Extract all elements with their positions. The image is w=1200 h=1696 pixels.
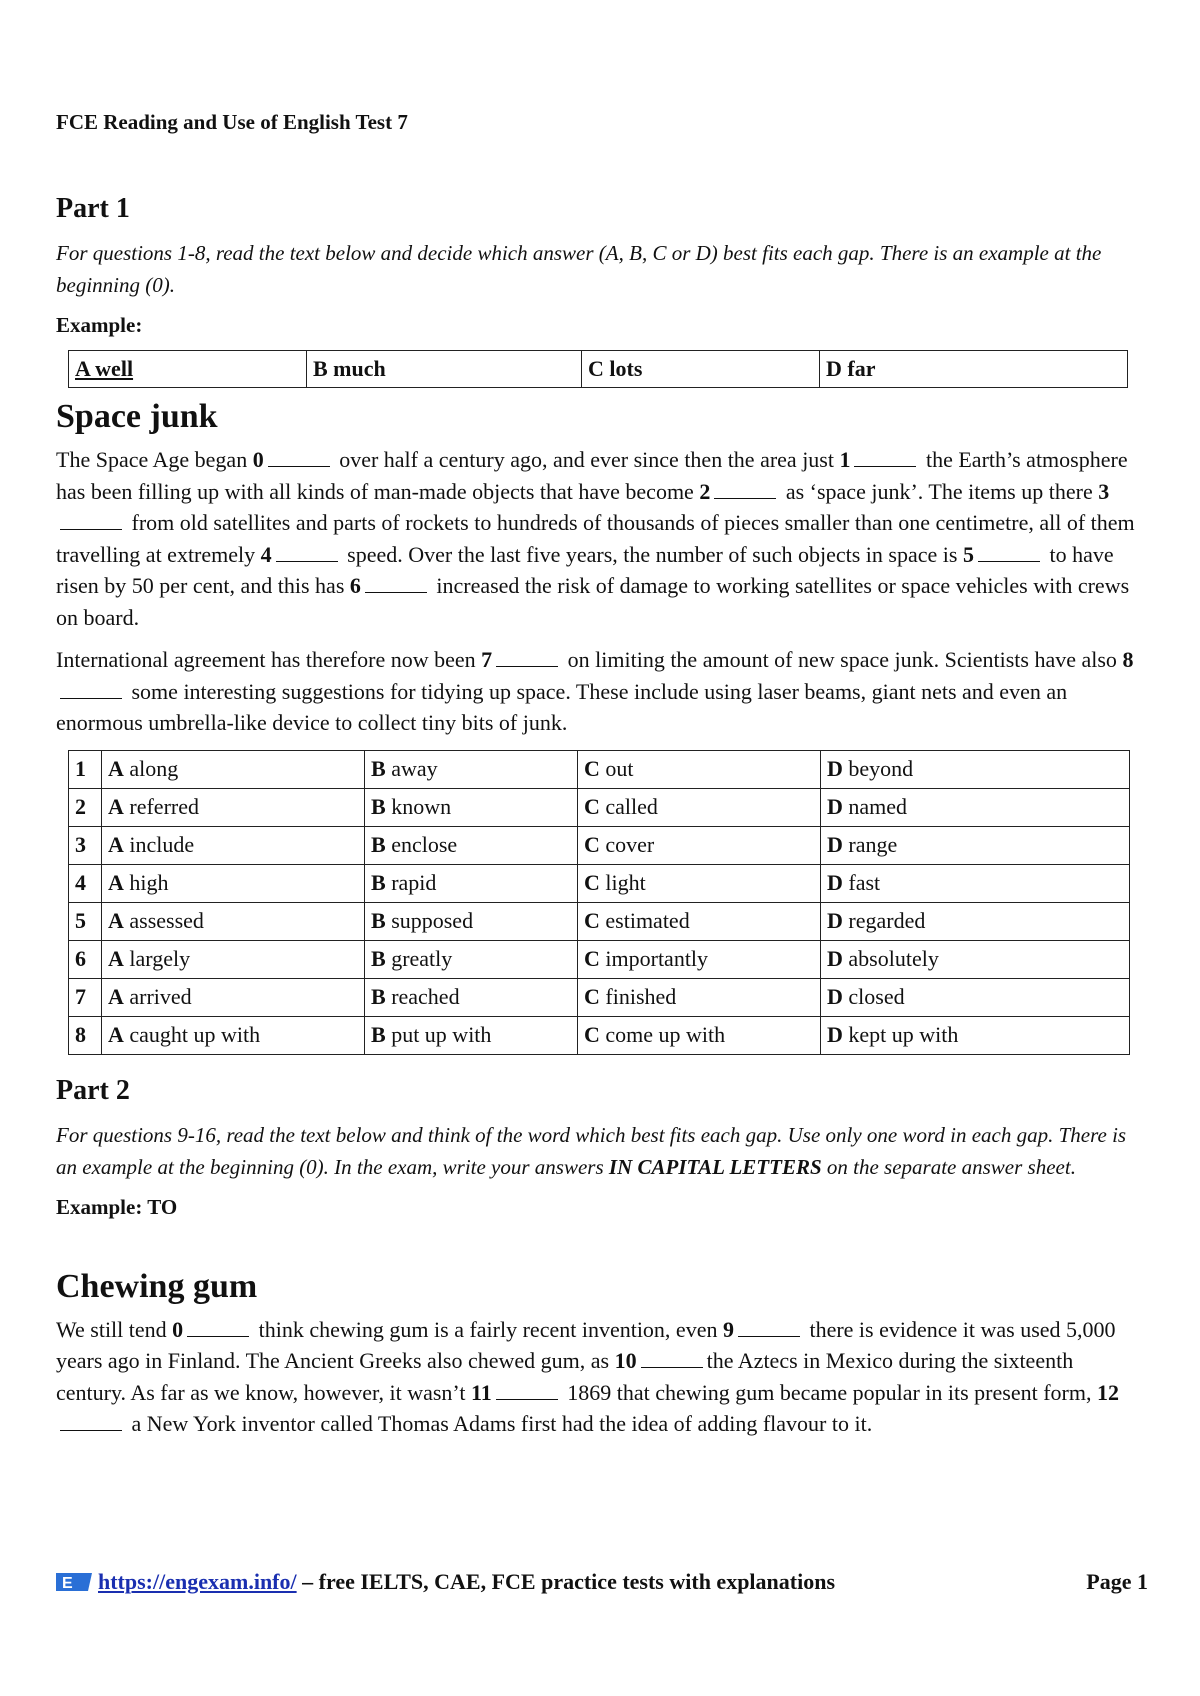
- gap-number: 6: [349, 573, 361, 598]
- option-a: [102, 826, 365, 864]
- option-letter: A: [108, 832, 124, 857]
- text-span: from old satellites and parts of rockets to hundreds of thousands of pieces smaller than one centimetre, all of them travelling at extremely: [56, 510, 1135, 567]
- option-letter: C: [584, 870, 600, 895]
- option-letter: B: [371, 1022, 386, 1047]
- gap-number: 0: [172, 1316, 184, 1342]
- gap-blank: [365, 574, 427, 593]
- option-word: known: [391, 794, 452, 819]
- engexam-logo-icon: [56, 1570, 92, 1592]
- question-number: 4: [69, 864, 102, 902]
- option-a: [102, 864, 365, 902]
- option-letter: A: [108, 1022, 124, 1047]
- option-word: called: [605, 794, 658, 819]
- option-word: finished: [605, 984, 677, 1009]
- option-word: enclose: [391, 832, 458, 857]
- gap-blank: [187, 1318, 249, 1337]
- option-c: [578, 1016, 821, 1054]
- text-span: speed. Over the last five years, the number of such objects in space is: [341, 541, 963, 567]
- gap-number: 9: [722, 1316, 734, 1342]
- option-letter: C: [584, 832, 600, 857]
- svg-text:E: E: [62, 1575, 73, 1592]
- question-number: 6: [69, 940, 102, 978]
- option-letter: B: [371, 908, 386, 933]
- option-letter: C: [584, 1022, 600, 1047]
- part1-heading: Part 1: [56, 193, 130, 224]
- option-word: light: [605, 870, 646, 895]
- option-letter: D: [827, 1022, 843, 1047]
- chewing-gum-paragraph: [56, 1314, 1146, 1440]
- gap-blank: [60, 511, 122, 530]
- space-junk-paragraph-2: [56, 644, 1146, 739]
- option-c: [578, 940, 821, 978]
- option-word: estimated: [605, 908, 690, 933]
- question-number: 7: [69, 978, 102, 1016]
- option-letter: A: [108, 908, 124, 933]
- text-span: the Earth’s atmosphere has been filling up with all kinds of man-made objects that have become: [56, 447, 1128, 504]
- text-span: to have risen by 50 per cent, and this has: [56, 541, 1114, 598]
- gap-blank: [854, 448, 916, 467]
- gap-number: 4: [260, 541, 272, 567]
- part1-instructions: For questions 1-8, read the text below and decide which answer (A, B, C or D) best fits each gap. There is an example at the beginning (0).: [56, 241, 1102, 297]
- option-a: [102, 750, 365, 788]
- option-c: [578, 902, 821, 940]
- option-letter: B: [371, 832, 386, 857]
- text-span: We still tend: [56, 1316, 173, 1342]
- option-word: supposed: [391, 908, 474, 933]
- option-b: [365, 978, 578, 1016]
- gap-number: 5: [962, 541, 974, 567]
- example-option-a: [69, 351, 307, 388]
- option-b: [365, 864, 578, 902]
- option-b: [365, 826, 578, 864]
- option-word: high: [129, 870, 169, 895]
- text-span: some interesting suggestions for tidying up space. These include using laser beams, giant nets and even an enormous umbrella-like device to collect tiny bits of junk.: [56, 678, 1068, 735]
- gap-number: 3: [1098, 478, 1110, 504]
- question-number: 3: [69, 826, 102, 864]
- option-letter: A: [108, 984, 124, 1009]
- gap-blank: [978, 543, 1040, 562]
- option-c: [578, 750, 821, 788]
- option-a: [102, 788, 365, 826]
- option-letter: D: [827, 794, 843, 819]
- option-letter: D: [827, 870, 843, 895]
- example-option-b: B much: [307, 351, 582, 388]
- part2-instructions: [56, 1119, 1146, 1183]
- option-d: [821, 864, 1130, 902]
- option-c: [578, 826, 821, 864]
- table-row: [69, 826, 1130, 864]
- option-a: [102, 1016, 365, 1054]
- option-word: come up with: [605, 1022, 726, 1047]
- option-c: [578, 788, 821, 826]
- answer-options-table: [68, 750, 1130, 1055]
- document-page: [56, 110, 1146, 1451]
- option-letter: A: [108, 794, 124, 819]
- text-span: on the separate answer sheet.: [821, 1154, 1076, 1179]
- option-b: [365, 1016, 578, 1054]
- option-word: rapid: [391, 870, 437, 895]
- gap-number: 8: [1122, 647, 1134, 672]
- chewing-gum-title: Chewing gum: [56, 1267, 258, 1305]
- gap-number: 7: [481, 647, 493, 672]
- option-word: greatly: [391, 946, 453, 971]
- part2-heading: Part 2: [56, 1074, 130, 1106]
- text-span: increased the risk of damage to working satellites or space vehicles with crews on board.: [56, 573, 1130, 630]
- page-number: Page 1: [1086, 1569, 1148, 1594]
- gap-number: 12: [1096, 1379, 1119, 1405]
- gap-blank: [60, 1412, 122, 1431]
- text-span: there is evidence it was used 5,000 years ago in Finland. The Ancient Greeks also chewed gum, as: [56, 1316, 1116, 1373]
- space-junk-paragraph-1: [56, 444, 1146, 633]
- space-junk-title: Space junk: [56, 398, 218, 435]
- option-word: put up with: [391, 1022, 492, 1047]
- table-row: [69, 902, 1130, 940]
- table-row: [69, 351, 1128, 388]
- text-span: over half a century ago, and ever since then the area just: [333, 447, 840, 472]
- text-span: The Space Age began: [56, 447, 253, 472]
- option-letter: C: [584, 756, 600, 781]
- option-letter: A: [108, 870, 124, 895]
- option-a: [102, 902, 365, 940]
- option-word: reached: [391, 984, 460, 1009]
- option-word: arrived: [129, 984, 192, 1009]
- text-span: as ‘space junk’. The items up there: [780, 478, 1099, 504]
- option-letter: D: [827, 984, 843, 1009]
- table-row: [69, 750, 1130, 788]
- option-letter: B: [371, 794, 386, 819]
- example-correct-answer: A well: [75, 356, 134, 381]
- text-span: For questions 9-16, read the text below and think of the word which best fits each gap. Use only one word in each gap. There is an example at the beginning (0). In the exam, write your answers: [56, 1122, 1127, 1179]
- option-d: [821, 826, 1130, 864]
- question-number: 2: [69, 788, 102, 826]
- page-footer: [56, 1569, 1148, 1599]
- option-word: kept up with: [848, 1022, 959, 1047]
- gap-blank: [496, 1381, 558, 1400]
- table-row: [69, 1016, 1130, 1054]
- option-letter: B: [371, 946, 386, 971]
- option-word: assessed: [129, 908, 204, 933]
- engexam-link[interactable]: https://engexam.info/: [98, 1569, 297, 1594]
- option-word: cover: [605, 832, 655, 857]
- option-letter: B: [371, 870, 386, 895]
- option-letter: C: [584, 908, 600, 933]
- option-letter: D: [827, 946, 843, 971]
- option-a: [102, 940, 365, 978]
- option-word: closed: [848, 984, 905, 1009]
- option-word: include: [129, 832, 195, 857]
- option-d: [821, 1016, 1130, 1054]
- option-word: largely: [129, 946, 191, 971]
- gap-blank: [641, 1349, 703, 1368]
- option-d: [821, 750, 1130, 788]
- example-option-c: C lots: [582, 351, 820, 388]
- option-letter: C: [584, 984, 600, 1009]
- table-row: [69, 864, 1130, 902]
- option-c: [578, 978, 821, 1016]
- option-letter: D: [827, 832, 843, 857]
- text-span: 1869 that chewing gum became popular in its present form,: [561, 1379, 1097, 1405]
- gap-blank: [496, 648, 558, 667]
- question-number: 1: [69, 750, 102, 788]
- option-b: [365, 788, 578, 826]
- option-letter: A: [108, 946, 124, 971]
- option-word: beyond: [848, 756, 914, 781]
- footer-tagline: – free IELTS, CAE, FCE practice tests with explanations: [296, 1569, 836, 1594]
- option-word: regarded: [848, 908, 926, 933]
- table-row: [69, 788, 1130, 826]
- gap-blank: [60, 680, 122, 699]
- table-row: [69, 940, 1130, 978]
- option-letter: C: [584, 794, 600, 819]
- option-word: caught up with: [129, 1022, 261, 1047]
- option-d: [821, 902, 1130, 940]
- option-word: named: [848, 794, 908, 819]
- option-d: [821, 940, 1130, 978]
- capital-letters-emphasis: IN CAPITAL LETTERS: [608, 1154, 822, 1179]
- example-options-table: [68, 350, 1128, 388]
- text-span: a New York inventor called Thomas Adams first had the idea of adding flavour to it.: [126, 1411, 873, 1436]
- option-word: out: [605, 756, 634, 781]
- question-number: 8: [69, 1016, 102, 1054]
- table-row: [69, 978, 1130, 1016]
- gap-number: 0: [252, 447, 264, 472]
- option-b: [365, 902, 578, 940]
- part2-example: Example: TO: [56, 1194, 178, 1219]
- option-b: [365, 940, 578, 978]
- gap-number: 2: [699, 478, 711, 504]
- option-d: [821, 978, 1130, 1016]
- option-word: referred: [129, 794, 199, 819]
- option-word: range: [848, 832, 898, 857]
- example-option-d: D far: [820, 351, 1128, 388]
- option-letter: C: [584, 946, 600, 971]
- option-letter: D: [827, 908, 843, 933]
- option-word: along: [129, 756, 179, 781]
- part1-example-label: Example:: [56, 313, 143, 337]
- question-number: 5: [69, 902, 102, 940]
- gap-blank: [276, 543, 338, 562]
- option-word: away: [391, 756, 438, 781]
- gap-number: 10: [614, 1348, 637, 1373]
- gap-blank: [738, 1318, 800, 1337]
- option-word: importantly: [605, 946, 709, 971]
- text-span: the Aztecs in Mexico during the sixteenth century. As far as we know, however, it wasn’t: [56, 1348, 1074, 1405]
- option-a: [102, 978, 365, 1016]
- option-c: [578, 864, 821, 902]
- option-letter: A: [108, 756, 124, 781]
- gap-number: 11: [470, 1379, 492, 1405]
- text-span: on limiting the amount of new space junk. Scientists have also: [562, 647, 1123, 672]
- option-b: [365, 750, 578, 788]
- option-d: [821, 788, 1130, 826]
- gap-number: 1: [839, 447, 851, 472]
- option-letter: B: [371, 984, 386, 1009]
- option-word: absolutely: [848, 946, 939, 971]
- option-letter: B: [371, 756, 386, 781]
- document-title: FCE Reading and Use of English Test 7: [56, 110, 408, 134]
- option-word: fast: [848, 870, 881, 895]
- gap-blank: [714, 480, 776, 499]
- option-letter: D: [827, 756, 843, 781]
- text-span: International agreement has therefore now been: [56, 647, 482, 672]
- gap-blank: [268, 448, 330, 467]
- text-span: think chewing gum is a fairly recent invention, even: [253, 1316, 723, 1342]
